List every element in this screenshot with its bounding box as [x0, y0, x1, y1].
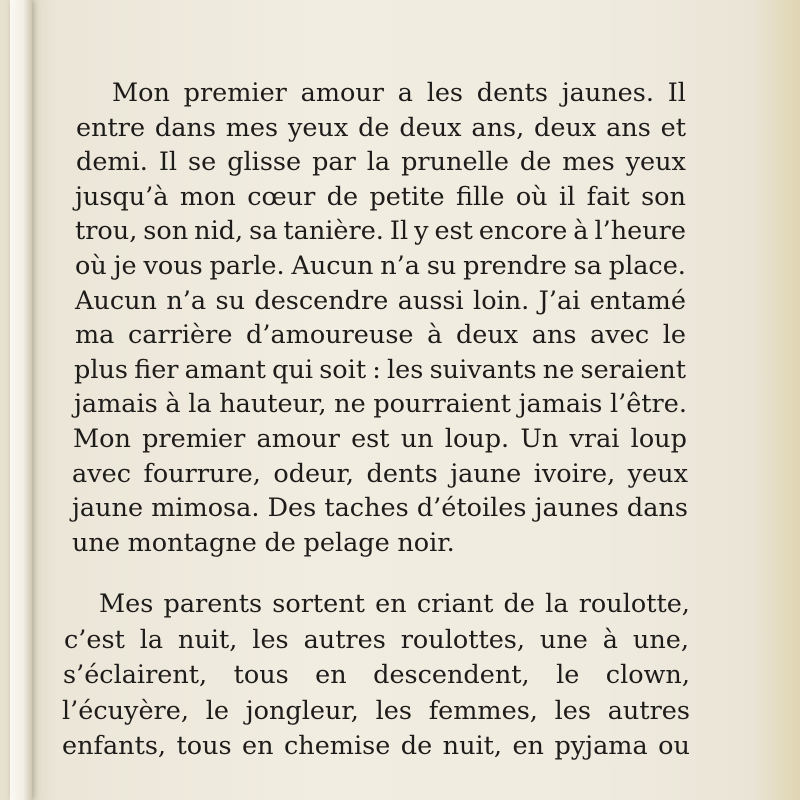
word: n’a	[166, 285, 207, 316]
word: autres	[303, 624, 386, 655]
word: fourrure,	[143, 458, 261, 489]
word: loin.	[473, 285, 530, 316]
word: nuit,	[442, 731, 503, 762]
word: loup.	[444, 424, 510, 454]
word: amour	[256, 424, 340, 454]
text-line	[75, 251, 686, 281]
word: Il	[158, 147, 178, 178]
word: place.	[608, 251, 686, 281]
word: trou,	[75, 216, 138, 247]
word: petite	[369, 181, 445, 212]
word: à	[602, 624, 618, 655]
word: ivoire,	[533, 458, 616, 489]
word: ans	[606, 112, 651, 143]
word: l’écuyère,	[62, 695, 189, 726]
text-line	[72, 528, 455, 558]
word: premier	[142, 424, 246, 454]
word: glisse	[227, 147, 302, 178]
word: à	[427, 320, 443, 351]
word: jongleur,	[245, 695, 359, 726]
text-line	[72, 493, 688, 523]
text-line	[73, 424, 687, 454]
word: à	[573, 216, 589, 247]
word: en	[512, 731, 544, 762]
word: en	[375, 589, 407, 619]
word: par	[312, 147, 356, 178]
word: demi.	[76, 147, 148, 178]
word: avec	[590, 320, 650, 351]
word: en	[242, 731, 274, 762]
text-line	[75, 320, 686, 350]
word: une	[539, 624, 588, 655]
word: ou	[658, 731, 690, 762]
word: chemise	[284, 731, 391, 762]
word: clown,	[605, 660, 690, 691]
word: la	[188, 389, 212, 420]
word: jaunes	[534, 493, 619, 524]
word: su	[426, 251, 457, 281]
word: noir.	[397, 527, 455, 558]
word: l’être.	[609, 389, 687, 420]
text-line	[76, 113, 686, 143]
word: son	[641, 181, 686, 212]
word: où	[515, 181, 548, 212]
word: yeux	[625, 147, 686, 178]
word: roulotte,	[578, 589, 690, 619]
word: avec	[72, 458, 131, 489]
text-line	[72, 459, 688, 489]
word: Aucun	[75, 285, 157, 316]
text-line	[64, 625, 689, 655]
word: une	[72, 527, 120, 558]
word: dans	[154, 112, 216, 143]
word: jaunes.	[561, 78, 654, 108]
word: de	[519, 147, 552, 178]
word: les	[375, 695, 412, 726]
word: ans,	[471, 112, 525, 143]
word: jaune	[450, 458, 522, 489]
word: suivants	[429, 354, 537, 385]
word: roulottes,	[400, 624, 525, 655]
word: ans	[531, 320, 577, 351]
word: se	[188, 147, 217, 178]
word: plus	[74, 354, 128, 385]
word: de	[400, 731, 433, 762]
word: où	[75, 251, 107, 281]
word: seraient	[580, 354, 686, 385]
word: d’amoureuse	[246, 320, 414, 351]
word: dents	[476, 78, 548, 108]
word: deux	[534, 112, 597, 143]
word: une,	[632, 624, 689, 655]
word: ma	[75, 320, 115, 351]
word: parle.	[209, 251, 285, 281]
word: qui	[272, 354, 314, 385]
word: descendre	[254, 285, 389, 316]
word: deux	[399, 112, 462, 143]
word: :	[372, 354, 381, 385]
word: loup	[630, 424, 687, 454]
word: vrai	[569, 424, 620, 454]
word: d’étoiles	[416, 493, 527, 524]
word: Mes	[99, 589, 154, 619]
word: parents	[163, 589, 263, 619]
word: pyjama	[554, 731, 648, 762]
word: s’éclairent,	[63, 660, 208, 691]
word: yeux	[287, 112, 349, 143]
word: autres	[607, 695, 690, 726]
text-line	[75, 182, 686, 212]
word: la	[545, 589, 569, 619]
word: mon	[179, 181, 236, 212]
word: est	[434, 216, 473, 247]
word: amour	[300, 78, 384, 108]
word: Il	[667, 78, 686, 108]
word: descendent,	[373, 660, 530, 691]
word: odeur,	[273, 458, 355, 489]
word: le	[556, 660, 580, 691]
word: montagne	[127, 527, 257, 558]
word: Aucun	[291, 251, 374, 281]
word: fier	[134, 354, 179, 385]
word: hauteur,	[219, 389, 327, 420]
word: entamé	[589, 285, 686, 316]
text-line	[76, 147, 686, 177]
word: dents	[366, 458, 438, 489]
word: deux	[455, 320, 519, 351]
word: premier	[183, 78, 287, 108]
word: nuit,	[178, 624, 238, 655]
word: pelage	[303, 527, 390, 558]
word: soit	[319, 354, 367, 385]
word: tous	[233, 660, 289, 691]
word: enfants,	[62, 731, 167, 762]
word: jaune	[72, 493, 144, 524]
word: il	[558, 181, 576, 212]
word: prendre	[463, 251, 567, 281]
word: mes	[562, 147, 615, 178]
word: est	[351, 424, 390, 454]
text-line	[74, 355, 686, 385]
word: jusqu’à	[75, 181, 169, 212]
text-line	[99, 589, 690, 619]
word: tanière.	[283, 216, 384, 247]
word: mimosa.	[151, 493, 260, 524]
word: Mon	[73, 424, 131, 454]
word: pourraient	[373, 389, 511, 420]
word: à	[165, 389, 181, 420]
word: femmes,	[428, 695, 538, 726]
word: Mon	[112, 78, 170, 108]
word: et	[660, 112, 686, 143]
word: nid,	[194, 216, 244, 247]
word: sa	[249, 216, 278, 247]
word: l’heure	[594, 216, 686, 247]
word: vous	[143, 251, 203, 281]
word: les	[387, 354, 424, 385]
word: carrière	[128, 320, 233, 351]
word: jamais	[518, 389, 603, 420]
word: le	[662, 320, 686, 351]
word: jamais	[74, 389, 158, 420]
word: les	[252, 624, 289, 655]
word: la	[139, 624, 164, 655]
word: son	[143, 216, 189, 247]
word: de	[326, 181, 359, 212]
word: prunelle	[401, 147, 509, 178]
word: dans	[626, 493, 688, 524]
word: tous	[176, 731, 232, 762]
word: c’est	[64, 624, 125, 655]
text-line	[112, 78, 686, 108]
word: en	[315, 660, 347, 691]
word: je	[113, 251, 137, 281]
word: fait	[586, 181, 630, 212]
text-line	[75, 216, 686, 246]
word: ne	[542, 354, 575, 385]
word: sa	[573, 251, 602, 281]
text-line	[62, 696, 690, 726]
word: de	[503, 589, 535, 619]
text-line	[62, 731, 690, 761]
word: sortent	[272, 589, 365, 619]
word: un	[400, 424, 434, 454]
text-line	[75, 286, 686, 316]
text-line	[74, 389, 687, 419]
word: n’a	[380, 251, 420, 281]
word: fille	[456, 181, 505, 212]
text-line	[63, 660, 690, 690]
word: Il	[389, 216, 409, 247]
word: cœur	[247, 181, 316, 212]
word: su	[215, 285, 245, 316]
word: ne	[334, 389, 366, 420]
word: mes	[225, 112, 279, 143]
word: de	[264, 527, 296, 558]
word: Un	[520, 424, 559, 454]
word: les	[426, 78, 464, 108]
word: le	[205, 695, 229, 726]
word: aussi	[397, 285, 464, 316]
word: de	[358, 112, 390, 143]
word: taches	[324, 493, 409, 524]
word: criant	[416, 589, 494, 619]
word: J’ai	[538, 285, 581, 316]
word: encore	[478, 216, 568, 247]
word: amant	[184, 354, 266, 385]
word: entre	[76, 112, 146, 143]
word: a	[397, 78, 413, 108]
word: yeux	[627, 458, 688, 489]
word: y	[414, 216, 429, 247]
word: les	[554, 695, 591, 726]
word: la	[366, 147, 391, 178]
word: Des	[267, 493, 317, 524]
